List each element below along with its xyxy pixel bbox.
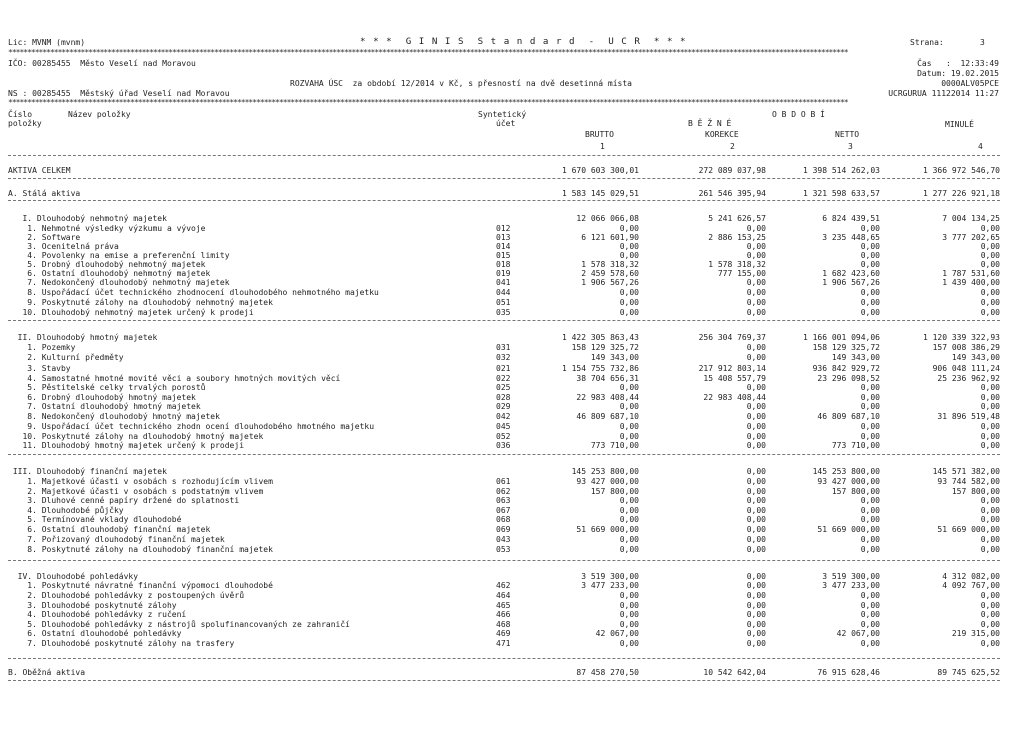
row-korekce: 0,00: [746, 308, 766, 317]
row-label: 7. Nedokončený dlouhodobý nehmotný majetek: [8, 278, 230, 287]
row-account: 036: [496, 441, 511, 450]
row-netto: 23 296 098,52: [817, 374, 880, 383]
row-brutto: 0,00: [619, 242, 639, 251]
row-brutto: 0,00: [619, 422, 639, 431]
row-minule: 0,00: [980, 298, 1000, 307]
row-account: 041: [496, 278, 511, 287]
row-label: 10. Dlouhodobý nehmotný majetek určený k prodeji: [8, 308, 254, 317]
row-label: 2. Majetkové účasti v osobách s podstatným vlivem: [8, 487, 264, 496]
row-account: 028: [496, 393, 511, 402]
row-brutto: 0,00: [619, 610, 639, 619]
row-brutto: 12 066 066,08: [576, 214, 639, 223]
row-netto: 0,00: [860, 251, 880, 260]
row-netto: 0,00: [860, 506, 880, 515]
row-brutto: 6 121 601,90: [581, 233, 639, 242]
row-netto: 0,00: [860, 610, 880, 619]
row-label: 10. Poskytnuté zálohy na dlouhodobý hmotný majetek: [8, 432, 264, 441]
row-brutto: 1 906 567,26: [581, 278, 639, 287]
col-netto: NETTO: [835, 130, 860, 139]
row-korekce: 10 542 642,04: [703, 668, 766, 677]
row-netto: 1 682 423,60: [822, 269, 880, 278]
row-label: 2. Kulturní předměty: [8, 353, 124, 362]
row-minule: 157 800,00: [951, 487, 1000, 496]
row-label: 1. Poskytnuté návratné finanční výpomoci dlouhodobé: [8, 581, 273, 590]
row-netto: 0,00: [860, 224, 880, 233]
row-label: 9. Uspořádací účet technického zhodn ocení dlouhodobého hmotného majetku: [8, 422, 375, 431]
col-nazev: Název položky: [68, 110, 131, 119]
row-brutto: 42 067,00: [595, 629, 639, 638]
report-system-title: * * * G I N I S S t a n d a r d - U C R * * *: [360, 36, 687, 47]
row-minule: 0,00: [980, 288, 1000, 297]
row-brutto: 149 343,00: [590, 353, 639, 362]
row-label: 2. Dlouhodobé pohledávky z postoupených úvěrů: [8, 591, 245, 600]
row-account: 031: [496, 343, 511, 352]
row-brutto: 0,00: [619, 308, 639, 317]
row-account: 466: [496, 610, 511, 619]
row-account: 043: [496, 535, 511, 544]
row-korekce: 0,00: [746, 412, 766, 421]
row-minule: 219 315,00: [951, 629, 1000, 638]
row-account: 018: [496, 260, 511, 269]
row-brutto: 145 253 800,00: [571, 467, 639, 476]
row-netto: 0,00: [860, 242, 880, 251]
row-korekce: 0,00: [746, 591, 766, 600]
col-cislo: Číslo: [8, 110, 33, 119]
row-korekce: 0,00: [746, 432, 766, 441]
row-brutto: 46 809 687,10: [576, 412, 639, 421]
row-netto: 3 519 300,00: [822, 572, 880, 581]
row-korekce: 261 546 395,94: [698, 189, 766, 198]
row-minule: 0,00: [980, 224, 1000, 233]
row-account: 022: [496, 374, 511, 383]
row-account: 012: [496, 224, 511, 233]
row-minule: 0,00: [980, 591, 1000, 600]
row-minule: 7 004 134,25: [942, 214, 1000, 223]
row-netto: 1 906 567,26: [822, 278, 880, 287]
row-label: 6. Ostatní dlouhodobé pohledávky: [8, 629, 182, 638]
row-minule: 0,00: [980, 620, 1000, 629]
row-minule: 89 745 625,52: [937, 668, 1000, 677]
row-divider: [8, 454, 1000, 455]
row-netto: 1 321 598 633,57: [802, 189, 880, 198]
row-minule: 149 343,00: [951, 353, 1000, 362]
row-korekce: 0,00: [746, 298, 766, 307]
row-minule: 906 048 111,24: [932, 364, 1000, 373]
row-label: 7. Pořizovaný dlouhodobý finanční majetek: [8, 535, 225, 544]
row-minule: 4 092 767,00: [942, 581, 1000, 590]
row-brutto: 0,00: [619, 496, 639, 505]
row-minule: 0,00: [980, 506, 1000, 515]
row-netto: 0,00: [860, 535, 880, 544]
row-brutto: 0,00: [619, 432, 639, 441]
row-account: 067: [496, 506, 511, 515]
row-korekce: 0,00: [746, 467, 766, 476]
row-label: 3. Dlouhodobé poskytnuté zálohy: [8, 601, 177, 610]
row-brutto: 0,00: [619, 224, 639, 233]
row-minule: 0,00: [980, 383, 1000, 392]
row-brutto: 0,00: [619, 639, 639, 648]
row-korekce: 22 983 408,44: [703, 393, 766, 402]
row-korekce: 15 408 557,79: [703, 374, 766, 383]
row-netto: 0,00: [860, 515, 880, 524]
row-account: 068: [496, 515, 511, 524]
row-label: 3. Ocenitelná práva: [8, 242, 119, 251]
row-brutto: 1 154 755 732,86: [561, 364, 639, 373]
row-netto: 0,00: [860, 288, 880, 297]
row-brutto: 51 669 000,00: [576, 525, 639, 534]
row-account: 014: [496, 242, 511, 251]
row-brutto: 3 519 300,00: [581, 572, 639, 581]
row-label: 5. Dlouhodobé pohledávky z nástrojů spolufinancovaných ze zahraničí: [8, 620, 350, 629]
row-netto: 0,00: [860, 591, 880, 600]
row-minule: 0,00: [980, 545, 1000, 554]
row-netto: 0,00: [860, 402, 880, 411]
row-korekce: 0,00: [746, 610, 766, 619]
row-label: 1. Majetkové účasti v osobách s rozhodujícím vlivem: [8, 477, 273, 486]
row-account: 063: [496, 496, 511, 505]
row-brutto: 0,00: [619, 298, 639, 307]
row-netto: 145 253 800,00: [812, 467, 880, 476]
row-label: IV. Dlouhodobé pohledávky: [8, 572, 139, 581]
row-account: 069: [496, 525, 511, 534]
row-korekce: 0,00: [746, 545, 766, 554]
row-korekce: 0,00: [746, 629, 766, 638]
row-minule: 157 008 386,29: [932, 343, 1000, 352]
row-korekce: 256 304 769,37: [698, 333, 766, 342]
row-brutto: 0,00: [619, 251, 639, 260]
row-account: 035: [496, 308, 511, 317]
row-brutto: 1 670 603 300,01: [561, 166, 639, 175]
row-netto: 936 842 929,72: [812, 364, 880, 373]
row-label: 5. Drobný dlouhodobý nehmotný majetek: [8, 260, 206, 269]
row-korekce: 777 155,00: [717, 269, 766, 278]
row-korekce: 0,00: [746, 353, 766, 362]
row-netto: 3 235 448,65: [822, 233, 880, 242]
row-korekce: 0,00: [746, 242, 766, 251]
row-korekce: 0,00: [746, 251, 766, 260]
row-brutto: 0,00: [619, 601, 639, 610]
row-netto: 1 398 514 262,03: [802, 166, 880, 175]
report-title: ROZVAHA ÚSC za období 12/2014 v Kč, s přesností na dvě desetinná místa: [290, 79, 632, 88]
row-account: 052: [496, 432, 511, 441]
row-korekce: 0,00: [746, 288, 766, 297]
row-account: 015: [496, 251, 511, 260]
col-bezne: B Ě Ž N É: [688, 119, 732, 128]
row-korekce: 1 578 318,32: [708, 260, 766, 269]
user-stamp: UCRGURUA 11122014 11:27: [888, 89, 999, 98]
row-label: 4. Samostatné hmotné movité věci a soubory hmotných movitých věcí: [8, 374, 341, 383]
row-korekce: 0,00: [746, 506, 766, 515]
row-minule: 1 787 531,60: [942, 269, 1000, 278]
row-brutto: 773 710,00: [590, 441, 639, 450]
row-netto: 1 166 001 094,06: [802, 333, 880, 342]
row-korekce: 0,00: [746, 601, 766, 610]
row-label: 7. Dlouhodobé poskytnuté zálohy na trasfery: [8, 639, 235, 648]
row-netto: 0,00: [860, 496, 880, 505]
row-account: 062: [496, 487, 511, 496]
row-minule: 0,00: [980, 639, 1000, 648]
row-account: 051: [496, 298, 511, 307]
row-netto: 0,00: [860, 601, 880, 610]
row-brutto: 157 800,00: [590, 487, 639, 496]
ico-line: IČO: 00285455 Město Veselí nad Moravou: [8, 59, 196, 68]
col-brutto: BRUTTO: [585, 130, 614, 139]
row-korekce: 0,00: [746, 535, 766, 544]
row-label: 1. Nehmotné výsledky výzkumu a vývoje: [8, 224, 206, 233]
row-account: 053: [496, 545, 511, 554]
row-brutto: 0,00: [619, 591, 639, 600]
row-korekce: 0,00: [746, 422, 766, 431]
row-minule: 0,00: [980, 610, 1000, 619]
row-minule: 1 120 339 322,93: [922, 333, 1000, 342]
col-num-2: 2: [730, 142, 735, 151]
row-netto: 0,00: [860, 545, 880, 554]
row-minule: 4 312 082,00: [942, 572, 1000, 581]
row-minule: 1 277 226 921,18: [922, 189, 1000, 198]
row-korekce: 0,00: [746, 581, 766, 590]
row-netto: 0,00: [860, 639, 880, 648]
row-netto: 0,00: [860, 422, 880, 431]
row-account: 044: [496, 288, 511, 297]
row-brutto: 1 422 305 863,43: [561, 333, 639, 342]
row-divider: [8, 658, 1000, 659]
row-label: B. Oběžná aktiva: [8, 668, 86, 677]
row-minule: 1 366 972 546,70: [922, 166, 1000, 175]
row-korekce: 0,00: [746, 639, 766, 648]
row-brutto: 0,00: [619, 545, 639, 554]
row-account: 462: [496, 581, 511, 590]
row-netto: 773 710,00: [831, 441, 880, 450]
row-minule: 0,00: [980, 308, 1000, 317]
row-korekce: 0,00: [746, 278, 766, 287]
row-korekce: 0,00: [746, 402, 766, 411]
ns-line: NS : 00285455 Městský úřad Veselí nad Moravou: [8, 89, 230, 98]
col-synteticky: Syntetický: [478, 110, 527, 119]
date-label: Datum: 19.02.2015: [917, 69, 999, 78]
row-brutto: 0,00: [619, 288, 639, 297]
row-account: 021: [496, 364, 511, 373]
row-minule: 0,00: [980, 496, 1000, 505]
row-korekce: 272 089 037,98: [698, 166, 766, 175]
row-korekce: 0,00: [746, 515, 766, 524]
row-minule: 1 439 400,00: [942, 278, 1000, 287]
col-ucet: účet: [496, 119, 516, 128]
row-minule: 0,00: [980, 535, 1000, 544]
row-account: 032: [496, 353, 511, 362]
row-brutto: 2 459 578,60: [581, 269, 639, 278]
row-label: 4. Povolenky na emise a preferenční limity: [8, 251, 230, 260]
row-label: 4. Dlouhodobé půjčky: [8, 506, 124, 515]
row-label: 2. Software: [8, 233, 81, 242]
row-account: 019: [496, 269, 511, 278]
row-label: 4. Dlouhodobé pohledávky z ručení: [8, 610, 187, 619]
row-minule: 0,00: [980, 242, 1000, 251]
col-minule: MINULÉ: [945, 120, 974, 129]
row-minule: 0,00: [980, 441, 1000, 450]
row-label: 8. Poskytnuté zálohy na dlouhodobý finanční majetek: [8, 545, 273, 554]
row-netto: 46 809 687,10: [817, 412, 880, 421]
row-label: 1. Pozemky: [8, 343, 76, 352]
row-label: 8. Nedokončený dlouhodobý hmotný majetek: [8, 412, 220, 421]
row-korekce: 0,00: [746, 620, 766, 629]
row-brutto: 0,00: [619, 620, 639, 629]
col-num-3: 3: [848, 142, 853, 151]
row-account: 025: [496, 383, 511, 392]
page-number: 3: [980, 38, 985, 47]
row-korekce: 5 241 626,57: [708, 214, 766, 223]
row-minule: 0,00: [980, 393, 1000, 402]
row-netto: 76 915 628,46: [817, 668, 880, 677]
row-netto: 0,00: [860, 620, 880, 629]
row-minule: 145 571 382,00: [932, 467, 1000, 476]
row-korekce: 0,00: [746, 441, 766, 450]
row-korekce: 0,00: [746, 224, 766, 233]
row-account: 013: [496, 233, 511, 242]
row-minule: 0,00: [980, 422, 1000, 431]
row-netto: 0,00: [860, 308, 880, 317]
row-label: 6. Ostatní dlouhodobý nehmotný majetek: [8, 269, 211, 278]
row-account: 042: [496, 412, 511, 421]
row-label: 6. Drobný dlouhodobý hmotný majetek: [8, 393, 196, 402]
row-label: III. Dlouhodobý finanční majetek: [8, 467, 167, 476]
row-minule: 0,00: [980, 432, 1000, 441]
row-label: 5. Termínované vklady dlouhodobé: [8, 515, 182, 524]
row-netto: 157 800,00: [831, 487, 880, 496]
row-brutto: 0,00: [619, 506, 639, 515]
row-korekce: 2 886 153,25: [708, 233, 766, 242]
row-label: 8. Uspořádací účet technického zhodnocení dlouhodobého nehmotného majetku: [8, 288, 379, 297]
row-brutto: 93 427 000,00: [576, 477, 639, 486]
row-minule: 25 236 962,92: [937, 374, 1000, 383]
col-polozky: položky: [8, 119, 42, 128]
row-korekce: 0,00: [746, 487, 766, 496]
row-minule: 0,00: [980, 251, 1000, 260]
row-netto: 0,00: [860, 260, 880, 269]
row-label: 9. Poskytnuté zálohy na dlouhodobý nehmotný majetek: [8, 298, 273, 307]
col-korekce: KOREKCE: [705, 130, 739, 139]
row-minule: 0,00: [980, 402, 1000, 411]
row-divider: [8, 178, 1000, 179]
row-minule: 0,00: [980, 260, 1000, 269]
row-account: 469: [496, 629, 511, 638]
header-divider: [8, 155, 1000, 156]
row-minule: 0,00: [980, 601, 1000, 610]
row-netto: 0,00: [860, 298, 880, 307]
table-end-divider: [8, 680, 1000, 681]
row-brutto: 0,00: [619, 402, 639, 411]
row-brutto: 3 477 233,00: [581, 581, 639, 590]
row-account: 471: [496, 639, 511, 648]
row-korekce: 0,00: [746, 496, 766, 505]
row-label: I. Dlouhodobý nehmotný majetek: [8, 214, 167, 223]
row-brutto: 0,00: [619, 515, 639, 524]
row-brutto: 158 129 325,72: [571, 343, 639, 352]
row-label: 5. Pěstitelské celky trvalých porostů: [8, 383, 206, 392]
row-label: 11. Dlouhodobý hmotný majetek určený k prodeji: [8, 441, 245, 450]
row-minule: 0,00: [980, 515, 1000, 524]
row-brutto: 38 704 656,31: [576, 374, 639, 383]
row-minule: 31 896 519,48: [937, 412, 1000, 421]
row-account: 465: [496, 601, 511, 610]
star-divider: ****************************************************************************************************************************************************************************************************************************: [8, 49, 848, 57]
row-netto: 3 477 233,00: [822, 581, 880, 590]
row-label: 6. Ostatní dlouhodobý finanční majetek: [8, 525, 211, 534]
row-label: AKTIVA CELKEM: [8, 166, 71, 175]
row-netto: 6 824 439,51: [822, 214, 880, 223]
row-netto: 149 343,00: [831, 353, 880, 362]
row-divider: [8, 320, 1000, 321]
row-account: 061: [496, 477, 511, 486]
row-minule: 51 669 000,00: [937, 525, 1000, 534]
col-obdobi: O B D O B Í: [772, 110, 825, 119]
time-label: Čas : 12:33:49: [917, 59, 999, 68]
col-num-4: 4: [978, 142, 983, 151]
row-korekce: 0,00: [746, 477, 766, 486]
star-divider: ****************************************************************************************************************************************************************************************************************************: [8, 99, 848, 107]
row-korekce: 217 912 803,14: [698, 364, 766, 373]
row-brutto: 1 583 145 029,51: [561, 189, 639, 198]
row-minule: 93 744 582,00: [937, 477, 1000, 486]
row-netto: 93 427 000,00: [817, 477, 880, 486]
row-korekce: 0,00: [746, 383, 766, 392]
row-netto: 0,00: [860, 393, 880, 402]
row-korekce: 0,00: [746, 572, 766, 581]
row-brutto: 0,00: [619, 535, 639, 544]
row-divider: [8, 200, 1000, 201]
page-label: Strana:: [910, 38, 944, 47]
row-account: 468: [496, 620, 511, 629]
row-netto: 0,00: [860, 432, 880, 441]
row-netto: 0,00: [860, 383, 880, 392]
row-brutto: 1 578 318,32: [581, 260, 639, 269]
col-num-1: 1: [600, 142, 605, 151]
row-netto: 51 669 000,00: [817, 525, 880, 534]
row-account: 029: [496, 402, 511, 411]
row-account: 045: [496, 422, 511, 431]
row-brutto: 22 983 408,44: [576, 393, 639, 402]
row-brutto: 87 458 270,50: [576, 668, 639, 677]
row-label: II. Dlouhodobý hmotný majetek: [8, 333, 158, 342]
row-netto: 42 067,00: [836, 629, 880, 638]
row-brutto: 0,00: [619, 383, 639, 392]
row-label: A. Stálá aktiva: [8, 189, 81, 198]
row-minule: 3 777 202,65: [942, 233, 1000, 242]
row-netto: 158 129 325,72: [812, 343, 880, 352]
row-label: 7. Ostatní dlouhodobý hmotný majetek: [8, 402, 201, 411]
row-korekce: 0,00: [746, 525, 766, 534]
report-code: 0000ALV05PCE: [941, 79, 999, 88]
row-divider: [8, 560, 1000, 561]
row-label: 3. Stavby: [8, 364, 71, 373]
license-label: Lic: MVNM (mvnm): [8, 38, 86, 47]
row-label: 3. Dluhové cenné papíry držené do splatnosti: [8, 496, 240, 505]
row-account: 464: [496, 591, 511, 600]
row-korekce: 0,00: [746, 343, 766, 352]
